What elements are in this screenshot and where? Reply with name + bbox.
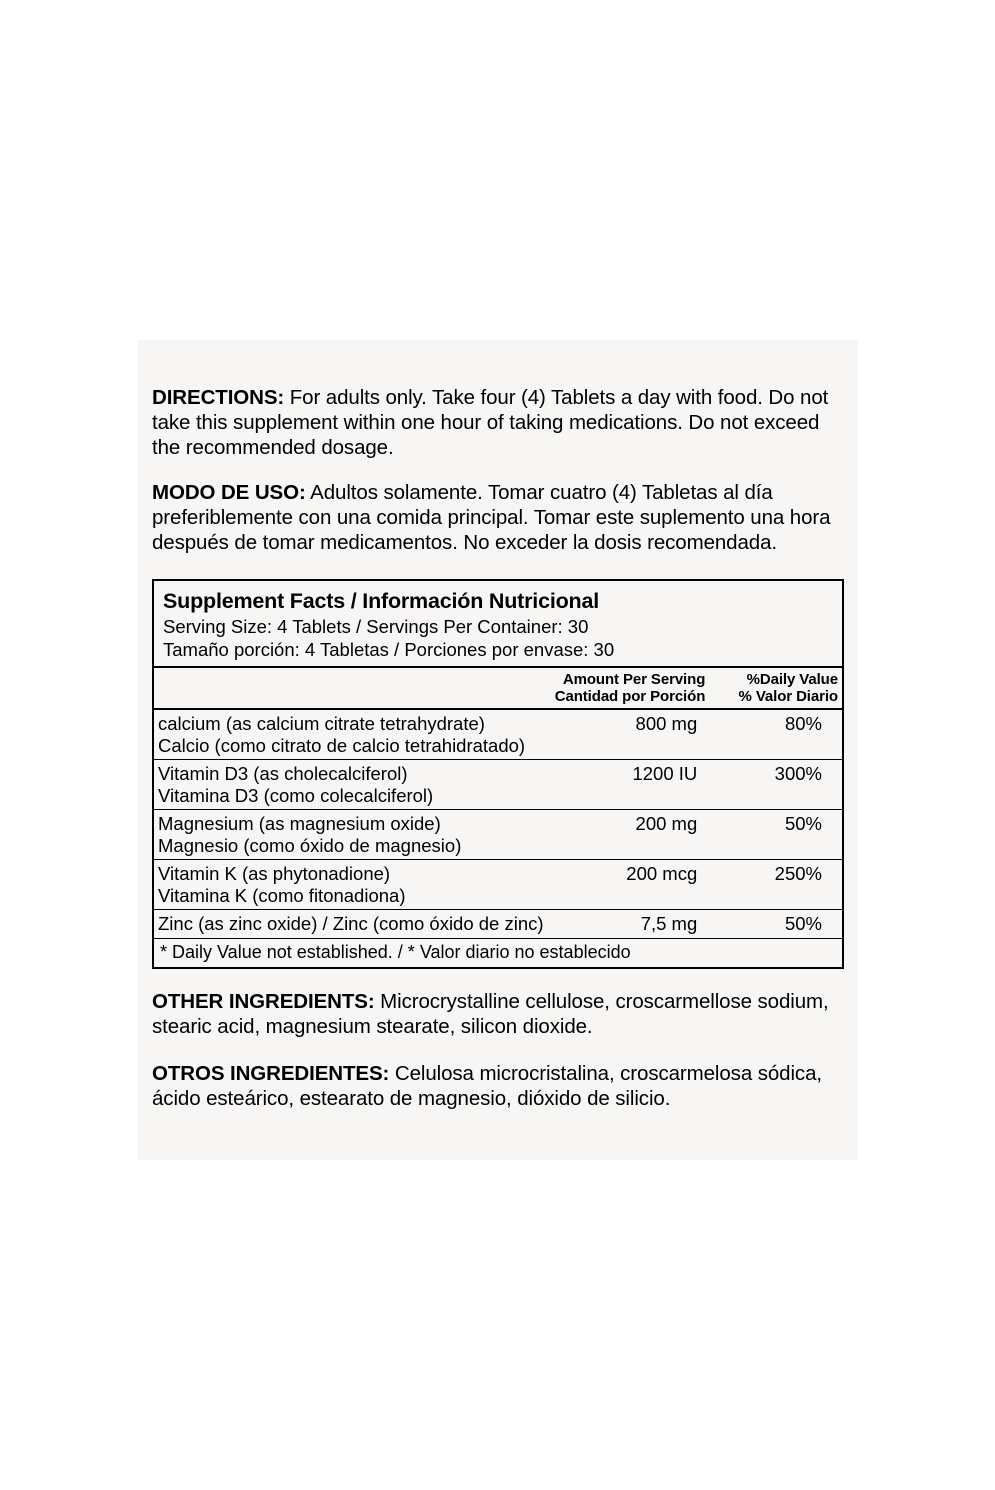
directions-spanish-label: MODO DE USO: bbox=[152, 481, 306, 504]
nutrient-name bbox=[154, 709, 546, 760]
nutrient-name-en: Magnesium (as magnesium oxide) bbox=[158, 813, 441, 834]
nutrition-table bbox=[154, 666, 842, 939]
nutrient-name-es: Vitamina D3 (como colecalciferol) bbox=[158, 784, 434, 806]
table-header-row bbox=[154, 667, 842, 709]
other-ingredients-spanish-label: OTROS INGREDIENTES: bbox=[152, 1061, 390, 1085]
table-header-dv-es: % Valor Diario bbox=[738, 688, 838, 705]
table-row bbox=[154, 860, 842, 910]
nutrient-name bbox=[154, 760, 546, 810]
nutrient-name-en: Zinc (as zinc oxide) / Zinc (como óxido de zinc) bbox=[158, 913, 544, 934]
nutrient-daily-value: 250% bbox=[711, 860, 842, 910]
nutrient-amount: 800 mg bbox=[546, 709, 711, 760]
directions-spanish bbox=[152, 480, 844, 555]
nutrient-amount: 200 mcg bbox=[546, 860, 711, 910]
nutrient-name-en: calcium (as calcium citrate tetrahydrate) bbox=[158, 713, 485, 734]
table-header-blank bbox=[154, 667, 546, 709]
nutrient-amount: 7,5 mg bbox=[546, 910, 711, 939]
nutrient-name-en: Vitamin D3 (as cholecalciferol) bbox=[158, 763, 408, 784]
nutrient-amount: 1200 IU bbox=[546, 760, 711, 810]
table-row bbox=[154, 910, 842, 939]
serving-size-english: Serving Size: 4 Tablets / Servings Per Container: 30 bbox=[163, 616, 589, 637]
nutrient-daily-value: 80% bbox=[711, 709, 842, 760]
table-header-dv-en: %Daily Value bbox=[746, 671, 838, 688]
nutrient-name-es: Magnesio (como óxido de magnesio) bbox=[158, 834, 462, 856]
supplement-facts-box bbox=[152, 579, 844, 969]
directions-spanish-text: Adultos solamente. Tomar cuatro (4) Tabletas al día preferiblemente con una comida principal. Tomar este suplemento una hora después de tomar medicamentos. No exceder la dosis recomendada. bbox=[152, 481, 831, 554]
nutrient-name bbox=[154, 910, 546, 939]
other-ingredients-english-label: OTHER INGREDIENTS: bbox=[152, 989, 375, 1013]
table-header-amount-en: Amount Per Serving bbox=[562, 671, 706, 688]
nutrient-name-es: Vitamina K (como fitonadiona) bbox=[158, 884, 406, 906]
nutrient-daily-value: 300% bbox=[711, 760, 842, 810]
nutrient-name bbox=[154, 860, 546, 910]
supplement-facts-title: Supplement Facts / Información Nutricional bbox=[163, 589, 599, 613]
table-row bbox=[154, 709, 842, 760]
directions-english-label: DIRECTIONS: bbox=[152, 386, 285, 409]
nutrient-daily-value: 50% bbox=[711, 910, 842, 939]
directions-english-text: For adults only. Take four (4) Tablets a day with food. Do not take this supplement within one hour of taking medications. Do not exceed the recommended dosage. bbox=[152, 386, 829, 459]
daily-value-footnote: * Daily Value not established. / * Valor diario no establecido bbox=[160, 941, 631, 962]
table-header-amount bbox=[546, 667, 711, 709]
directions-english bbox=[152, 385, 844, 460]
nutrient-amount: 200 mg bbox=[546, 810, 711, 860]
serving-size-spanish: Tamaño porción: 4 Tabletas / Porciones por envase: 30 bbox=[163, 639, 615, 660]
table-header-amount-es: Cantidad por Porción bbox=[554, 688, 706, 705]
label-content bbox=[152, 385, 844, 1131]
other-ingredients-spanish bbox=[152, 1061, 844, 1111]
nutrient-name-es: Calcio (como citrato de calcio tetrahidratado) bbox=[158, 734, 526, 756]
table-header-daily-value bbox=[711, 667, 842, 709]
nutrient-name-en: Vitamin K (as phytonadione) bbox=[158, 863, 391, 884]
nutrient-daily-value: 50% bbox=[711, 810, 842, 860]
table-row bbox=[154, 810, 842, 860]
other-ingredients-spanish-text: Celulosa microcristalina, croscarmelosa sódica, ácido esteárico, estearato de magnesio, dióxido de silicio. bbox=[152, 1061, 822, 1110]
nutrient-name bbox=[154, 810, 546, 860]
table-row bbox=[154, 760, 842, 810]
supplement-facts-header bbox=[154, 581, 842, 660]
other-ingredients-english bbox=[152, 989, 844, 1039]
other-ingredients-english-text: Microcrystalline cellulose, croscarmellose sodium, stearic acid, magnesium stearate, silicon dioxide. bbox=[152, 989, 829, 1038]
